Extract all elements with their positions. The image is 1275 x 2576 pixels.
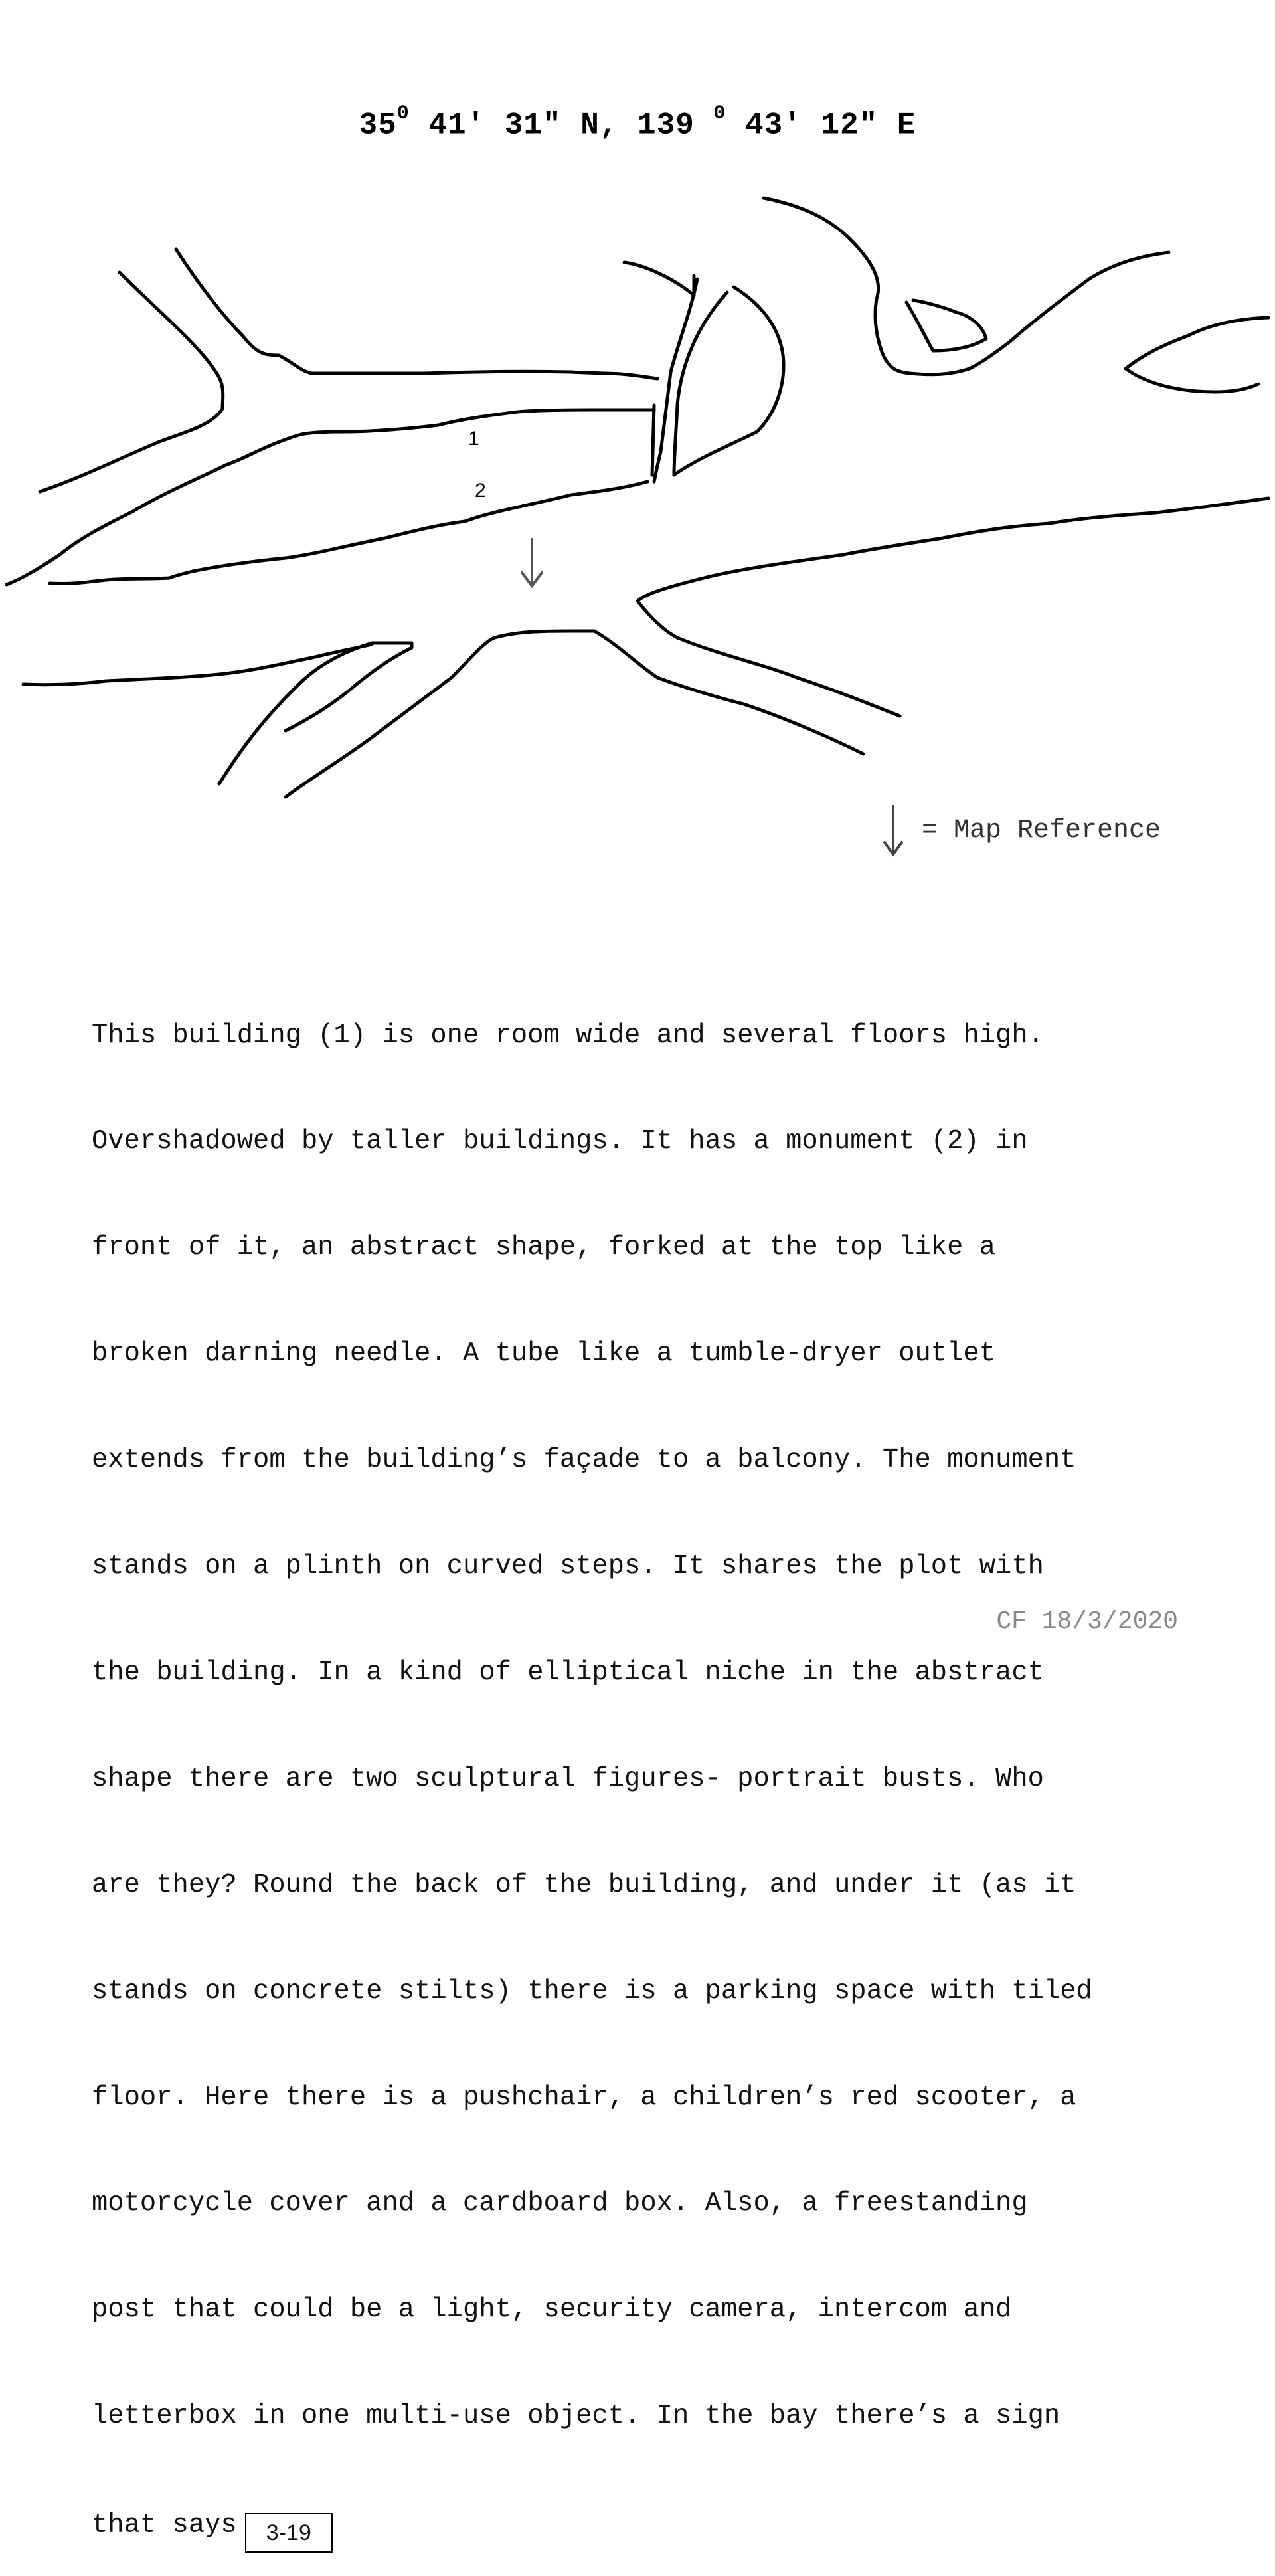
map-road-line — [50, 482, 647, 584]
description-line: post that could be a light, security camera, intercom and — [92, 2294, 1012, 2326]
down-arrow-icon — [877, 804, 910, 857]
map-road-line — [624, 262, 694, 296]
description-line: the building. In a kind of elliptical niche in the abstract — [92, 1657, 1044, 1688]
description-line: Overshadowed by taller buildings. It has a monument (2) in — [92, 1126, 1028, 1157]
description-line: stands on concrete stilts) there is a parking space with tiled — [92, 1976, 1092, 2007]
marker-label-monument: 2 — [475, 480, 486, 502]
map-road-line — [23, 644, 372, 685]
map-road-line — [638, 498, 1268, 716]
degree-symbol: 0 — [713, 102, 726, 125]
description-paragraph — [92, 947, 1207, 2576]
map-legend — [877, 804, 1161, 857]
map-road-line — [219, 643, 412, 784]
marker-label-building: 1 — [468, 428, 479, 450]
map-road-line — [176, 249, 657, 379]
description-line: shape there are two sculptural figures- portrait busts. Who — [92, 1763, 1044, 1794]
description-line: This building (1) is one room wide and several floors high. — [92, 1020, 1044, 1051]
down-arrow-icon — [522, 539, 542, 586]
description-line: are they? Round the back of the building, and under it (as it — [92, 1869, 1076, 1900]
description-line: motorcycle cover and a cardboard box. Also, a freestanding — [92, 2188, 1028, 2219]
description-line-prefix: that says — [92, 2510, 237, 2541]
description-line: floor. Here there is a pushchair, a children’s red scooter, a — [92, 2082, 1076, 2113]
map-road-line — [906, 300, 986, 351]
map-road-line — [1126, 318, 1268, 392]
answer-box[interactable]: 3-19 — [245, 2513, 333, 2553]
coordinates-middle: 41′ 31″ N, 139 — [409, 108, 714, 143]
map-road-line — [286, 631, 863, 797]
latitude-degrees: 35 — [359, 108, 397, 143]
hand-drawn-street-map — [0, 0, 1275, 930]
legend-label: = Map Reference — [922, 815, 1161, 846]
longitude-rest: 43′ 12″ E — [726, 108, 916, 143]
description-line: broken darning needle. A tube like a tumble-dryer outlet — [92, 1338, 996, 1370]
map-road-line — [40, 272, 223, 492]
description-last-line — [92, 2505, 1207, 2546]
description-line: front of it, an abstract shape, forked at the top like a — [92, 1232, 996, 1263]
description-line: stands on a plinth on curved steps. It shares the plot with — [92, 1551, 1044, 1582]
map-road-line — [652, 405, 654, 475]
description-line: extends from the building’s façade to a balcony. The monument — [92, 1445, 1076, 1476]
degree-symbol: 0 — [396, 102, 410, 125]
description-line: letterbox in one multi-use object. In the bay there’s a sign — [92, 2401, 1061, 2432]
signature-date: CF 18/3/2020 — [996, 1608, 1178, 1636]
map-road-line — [674, 287, 784, 475]
